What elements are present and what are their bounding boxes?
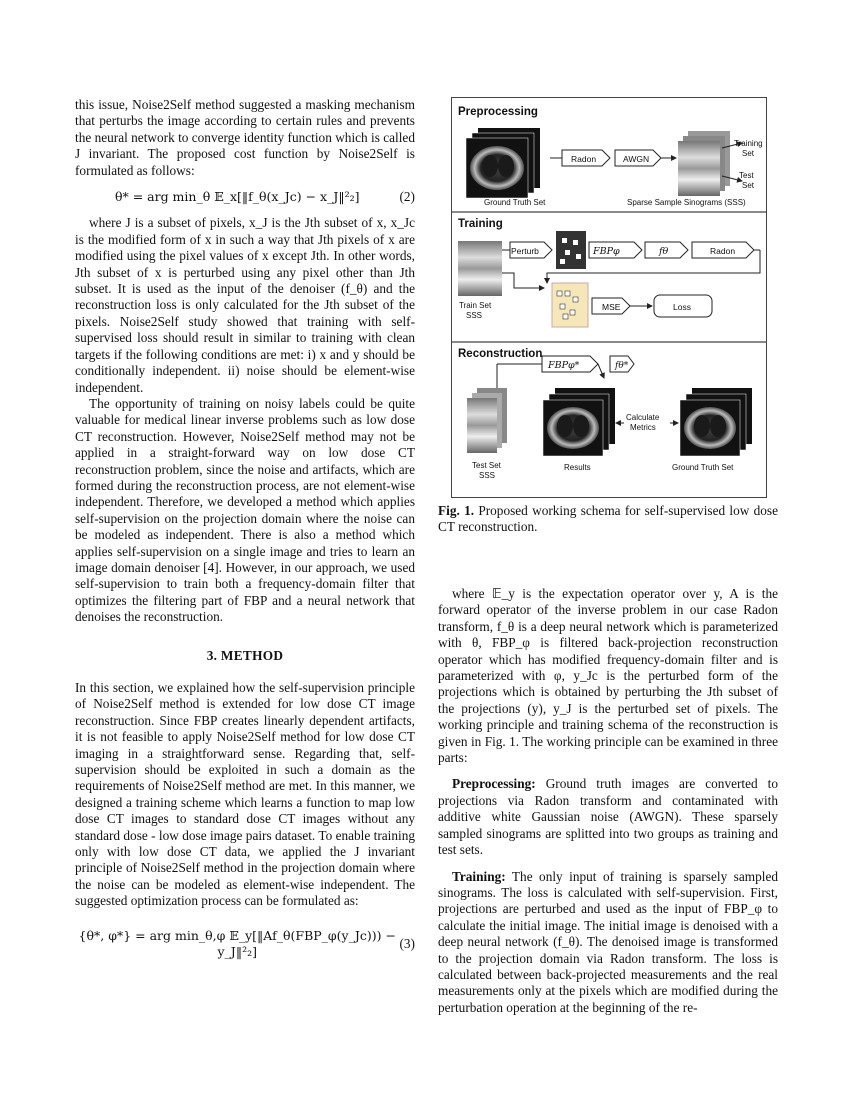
preprocessing-label: Preprocessing xyxy=(458,106,538,118)
paragraph: In this section, we explained how the self-supervision principle of Noise2Self method is extended for low dose CT image reconstruction. Since FBP creates linearly dependent artifacts, it is not feasible to apply Noise2Self method for low dose CT imaging in a straightforward sense. Regarding that, self-supervision should be exploited in such a domain as the requirements of Noise2Self method are met. In this manner, we designed a training scheme which learns a function to map low dose CT images to standard dose CT images without any standard dose - low dose image pairs dataset. To enable training only with low dose CT data, we applied the J invariant principle of Noise2Self method in the projection domain where the noise can be modeled as element-wise independent. The suggested optimization process can be formulated as: xyxy=(75,680,415,909)
equation-3 xyxy=(75,928,415,961)
paragraph-label: Preprocessing: xyxy=(452,776,536,792)
left-column xyxy=(75,97,415,971)
fbp-star-label: FBPφ* xyxy=(548,360,580,371)
figure-1 xyxy=(451,97,767,498)
paragraph-preprocessing xyxy=(438,776,778,858)
perturb-label: Perturb xyxy=(511,246,539,256)
training-set-label-2: Set xyxy=(742,149,755,158)
fbp-label: FBPφ xyxy=(593,246,620,257)
test-sss-stack xyxy=(467,388,507,453)
f-theta-star-label: fθ* xyxy=(615,361,629,371)
masked-pixels-box xyxy=(552,283,588,327)
ground-truth-label-2: Ground Truth Set xyxy=(672,463,734,472)
right-column xyxy=(438,586,778,1026)
sss-stack xyxy=(678,131,730,196)
train-sss-label: Train Set xyxy=(459,301,492,310)
paragraph-training xyxy=(438,869,778,1017)
paragraph: where 𝔼_y is the expectation operator over y, A is the forward operator of the inverse problem in our case Radon transform, f_θ is a deep neural network which is parameterized with θ, FBP_φ is filtered back-projection reconstruction operator which has modified frequency-domain filter and is parameterized with φ, y_Jc is the perturbed form of the projections which is obtained by perturbing the Jth subset of the projections (y), y_J is the perturbed set of pixels. The working principle and training schema of the reconstruction is given in Fig. 1. The working principle can be examined in three parts: xyxy=(438,586,778,766)
equation-body: θ* = arg min_θ 𝔼_x[‖f_θ(x_Jc) − x_J‖²₂] xyxy=(114,189,360,205)
loss-label: Loss xyxy=(673,302,691,312)
ground-truth-stack-2 xyxy=(680,388,752,456)
equation-number: (3) xyxy=(399,935,415,951)
radon-train-label: Radon xyxy=(710,246,736,256)
section-heading: 3. METHOD xyxy=(206,647,284,663)
paragraph: this issue, Noise2Self method suggested a masking mechanism that perturbs the image according to certain rules and prevents the neural network to converge identity function which is called J invariant. The proposed cost function by Noise2Self is formulated as follows: xyxy=(75,97,415,178)
caption-label: Fig. 1. xyxy=(438,503,475,518)
paragraph: The opportunity of training on noisy labels could be quite valuable for medical linear inverse problems such as low dose CT reconstruction. However, Noise2Self method may not be applied in a straight-forward way on low dose CT reconstruction problem, since the noise and artifacts, which are formed during the reconstruction process, are not element-wise independent. Therefore, we developed a method which applies self-supervision on the projection domain where the noise can be modeled as independent. There is also a method which applies self-supervision on a single image and tries to learn an image domain denoiser [4]. However, in our approach, we used self-supervision to train both a frequency-domain filter that optimizes the filtering part of FBP and a neural network that denoises the reconstruction. xyxy=(75,395,415,625)
test-set-label: Test xyxy=(739,171,754,180)
paragraph-label: Training: xyxy=(452,868,506,884)
caption-text: Proposed working schema for self-supervised low dose CT reconstruction. xyxy=(438,503,778,535)
test-sss-label: Test Set xyxy=(472,461,501,470)
sss-label: Sparse Sample Sinograms (SSS) xyxy=(627,198,746,207)
equation-body: {θ*, φ*} = arg min_θ,φ 𝔼_y[‖Af_θ(FBP_φ(y_Jc))) − y_J‖²₂] xyxy=(78,927,396,960)
test-sss-label-2: SSS xyxy=(479,471,496,480)
train-sss-image xyxy=(458,241,502,296)
radon-label: Radon xyxy=(571,154,597,164)
paragraph: where J is a subset of pixels, x_J is the Jth subset of x, x_Jc is the modified form of x in such a way that Jth pixels of x are modified using the pixel values of x except Jth. In other words, Jth subset of x is perturbed using any pixel other than Jth subset. It is used as the input of the denoiser (f_θ) and the reconstruction loss is only calculated for the Jth subset of the pixels. Noise2Self study showed that training with self-supervised loss should result in similar to training with clean targets if the following conditions are met: i) x and y should be conditionally independent. ii) noise should be element-wise independent. xyxy=(75,215,415,395)
schema-diagram xyxy=(452,98,766,497)
ground-truth-label: Ground Truth Set xyxy=(484,198,546,207)
results-label: Results xyxy=(564,463,591,472)
mse-label: MSE xyxy=(602,302,621,312)
results-stack xyxy=(543,388,615,456)
test-set-label-2: Set xyxy=(742,181,755,190)
f-theta-label: fθ xyxy=(659,246,669,257)
paragraph-text: Ground truth images are converted to projections via Radon transform and contaminated with additive white Gaussian noise (AWGN). These sparsely sampled sinograms are splitted into two groups as training and test sets. xyxy=(438,776,778,858)
figure-caption xyxy=(438,503,778,536)
reconstruction-label: Reconstruction xyxy=(458,348,543,360)
ground-truth-stack xyxy=(466,128,540,198)
paragraph-text: The only input of training is sparsely sampled sinograms. The loss is calculated with self-supervision. First, projections are perturbed and used as the input of FBP_φ to calculate the initial image. The initial image is denoised with a deep neural network (f_θ). The denoised image is transformed to the projection domain via Radon transform. The loss is calculated between back-projected measurements and the real measurements only at the pixels which are modified during the perturbation operation at the beginning of the re- xyxy=(438,868,778,1015)
equation-2 xyxy=(75,189,415,205)
calculate-label-2: Metrics xyxy=(630,423,656,432)
perturbed-image xyxy=(556,231,586,269)
training-set-label: Training xyxy=(734,139,763,148)
awgn-label: AWGN xyxy=(623,154,650,164)
train-sss-label-2: SSS xyxy=(466,311,483,320)
training-label: Training xyxy=(458,218,503,230)
calculate-label: Calculate xyxy=(626,413,660,422)
equation-number: (2) xyxy=(399,189,415,205)
